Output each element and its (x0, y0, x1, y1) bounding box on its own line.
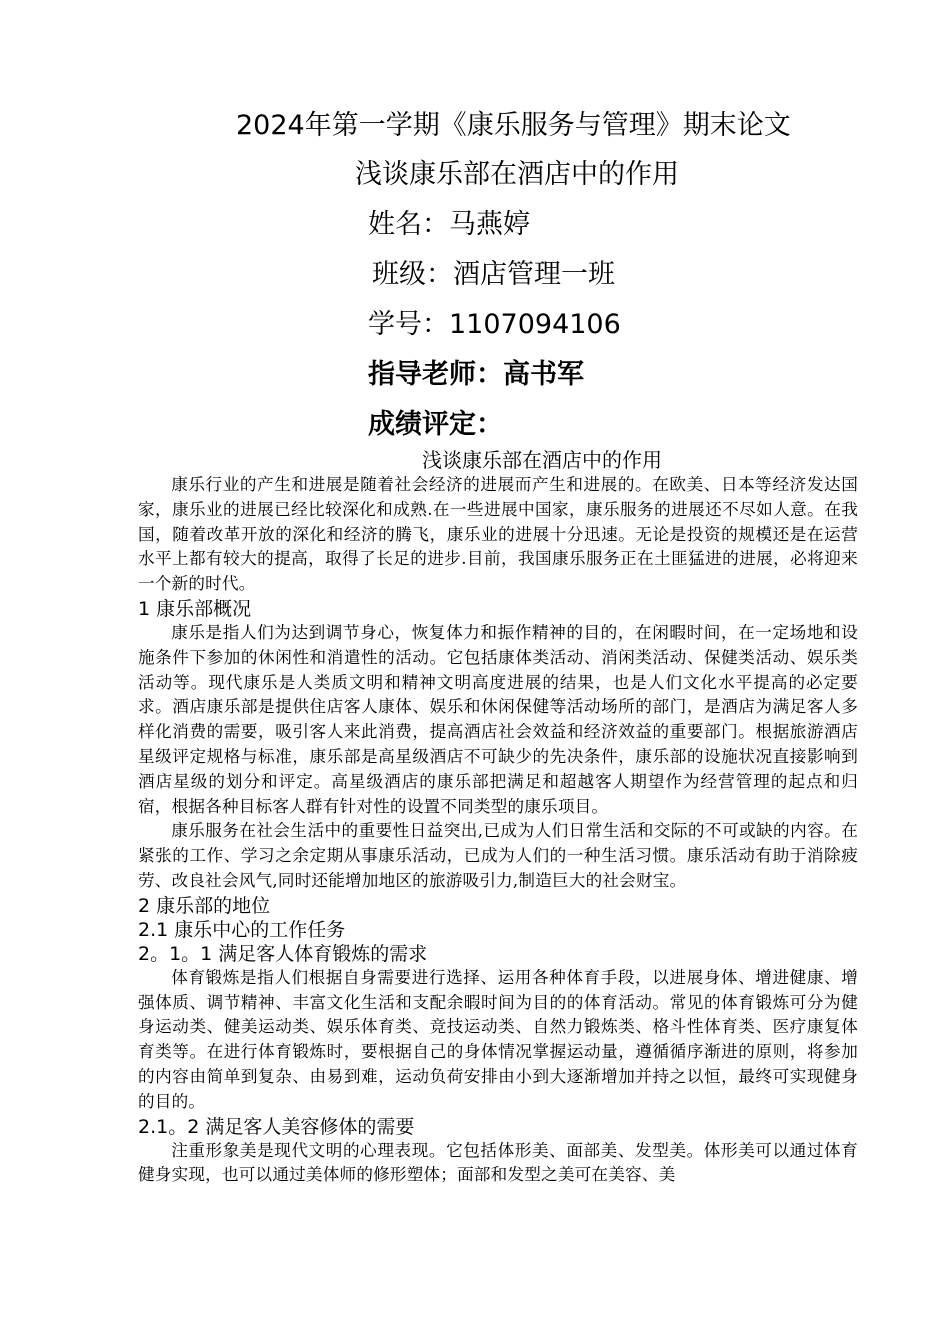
article-body (138, 447, 858, 1188)
article-title: 浅谈康乐部在酒店中的作用 (422, 448, 662, 472)
heading-2-1: 2.1 康乐中心的工作任务 (138, 918, 346, 941)
student-id: 学号：1107094106 (368, 309, 621, 340)
paragraph-4: 注重形象美是现代文明的心理表现。它包括体形美、面部美、发型美。体形美可以通过体育健身实现，也可以通过美体师的修形塑体；面部和发型之美可在美容、美 (138, 1140, 858, 1185)
heading-1: 1 康乐部概况 (138, 597, 252, 620)
heading-2: 2 康乐部的地位 (138, 894, 271, 917)
advisor: 指导老师：高书军 (368, 359, 584, 390)
main-title: 2024年第一学期《康乐服务与管理》期末论文 (236, 110, 791, 141)
heading-2-1-1: 2。1。1 满足客人体育锻炼的需求 (138, 942, 428, 965)
paper-title: 浅谈康乐部在酒店中的作用 (355, 159, 679, 190)
intro-paragraph: 康乐行业的产生和进展是随着社会经济的进展而产生和进展的。在欧美、日本等经济发达国家，康乐业的进展已经比较深化和成熟.在一些进展中国家，康乐服务的进展还不尽如人意。在我国，随着改革开放的深化和经济的腾飞，康乐业的进展十分迅速。无论是投资的规模还是在运营水平上都有较大的提高，取得了长足的进步.目前，我国康乐服务正在土匪猛进的进展，必将迎来一个新的时代。 (138, 475, 858, 594)
student-class: 班级：酒店管理一班 (372, 259, 615, 290)
paragraph-2: 康乐服务在社会生活中的重要性日益突出,已成为人们日常生活和交际的不可或缺的内容。在紧张的工作、学习之余定期从事康乐活动，已成为人们的一种生活习惯。康乐活动有助于消除疲劳、改良社会风气,同时还能增加地区的旅游吸引力,制造巨大的社会财宝。 (138, 821, 858, 890)
student-name: 姓名：马燕婷 (368, 209, 530, 240)
paragraph-1: 康乐是指人们为达到调节身心，恢复体力和振作精神的目的，在闲暇时间，在一定场地和设施条件下参加的休闲性和消遣性的活动。它包括康体类活动、消闲类活动、保健类活动、娱乐类活动等。现代康乐是人类质文明和精神文明高度进展的结果，也是人们文化水平提高的必定要求。酒店康乐部是提供住店客人康体、娱乐和休闲保健等活动场所的部门，是酒店为满足客人多样化消费的需要，吸引客人来此消费，提高酒店社会效益和经济效益的重要部门。根据旅游酒店星级评定规格与标准，康乐部是高星级酒店不可缺少的先决条件，康乐部的设施状况直接影响到酒店星级的划分和评定。高星级酒店的康乐部把满足和超越客人期望作为经营管理的起点和归宿，根据各种目标客人群有针对性的设置不同类型的康乐项目。 (138, 622, 858, 816)
paragraph-3: 体育锻炼是指人们根据自身需要进行选择、运用各种体育手段，以进展身体、增进健康、增强体质、调节精神、丰富文化生活和支配余暇时间为目的的体育活动。常见的体育锻炼可分为健身运动类、健美运动类、娱乐体育类、竞技运动类、自然力锻炼类、格斗性体育类、医疗康复体育类等。在进行体育锻炼时，要根据自己的身体情况掌握运动量，遵循循序渐进的原则，将参加的内容由简单到复杂、由易到难，运动负荷安排由小到大逐渐增加并持之以恒，最终可实现健身的目的。 (138, 967, 858, 1111)
heading-2-1-2: 2.1。2 满足客人美容修体的需要 (138, 1115, 415, 1138)
grade-label: 成绩评定： (368, 409, 503, 440)
